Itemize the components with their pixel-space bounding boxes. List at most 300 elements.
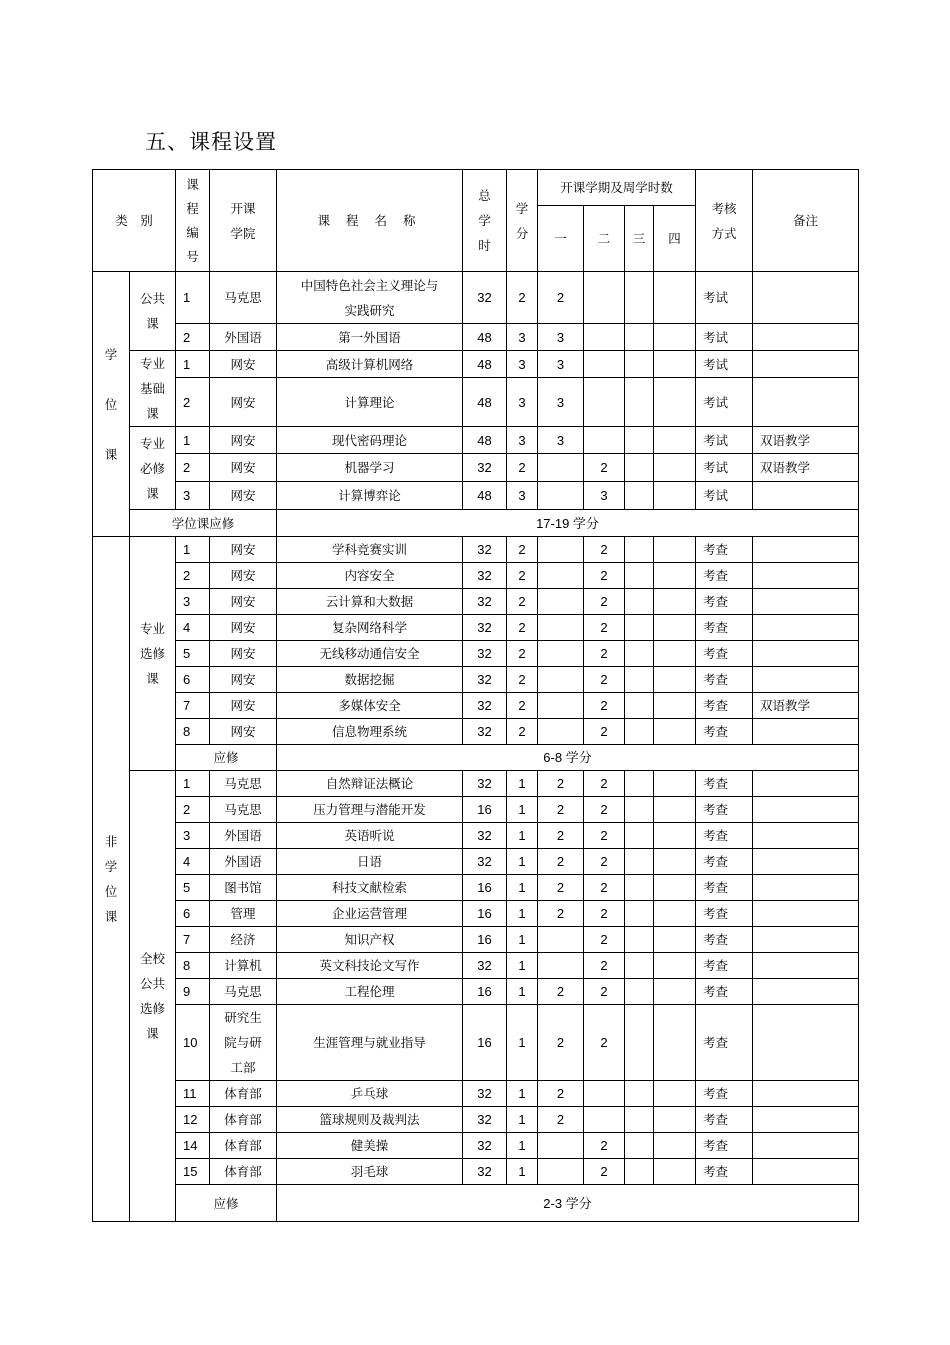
course-remark: 双语教学 [753,454,859,482]
course-hours: 32 [463,615,507,641]
course-hours: 48 [463,427,507,454]
course-college: 外国语 [210,823,277,849]
course-exam: 考查 [696,953,753,979]
course-semester-4 [654,589,696,615]
course-semester-4 [654,351,696,378]
course-semester-1 [538,482,584,510]
course-semester-3 [625,667,654,693]
course-hours: 32 [463,537,507,563]
table-row [93,1159,859,1185]
header-semester-3: 三 [625,206,654,272]
course-name: 中国特色社会主义理论与 实践研究 [277,272,463,324]
course-semester-1 [538,719,584,745]
group-summary-label: 应修 [176,745,277,771]
course-exam: 考查 [696,589,753,615]
table-row [93,324,859,351]
course-name: 羽毛球 [277,1159,463,1185]
course-semester-1: 2 [538,823,584,849]
course-credits: 2 [507,667,538,693]
course-name: 机器学习 [277,454,463,482]
course-semester-4 [654,849,696,875]
group-label: 公共 课 [130,272,176,351]
course-no: 2 [176,797,210,823]
course-exam: 考查 [696,875,753,901]
course-semester-3 [625,324,654,351]
course-college: 管理 [210,901,277,927]
course-no: 2 [176,378,210,427]
course-no: 6 [176,667,210,693]
course-no: 3 [176,823,210,849]
course-remark [753,797,859,823]
course-no: 5 [176,875,210,901]
course-name: 现代密码理论 [277,427,463,454]
course-credits: 1 [507,1005,538,1081]
course-credits: 1 [507,823,538,849]
course-remark [753,324,859,351]
course-semester-2 [584,351,625,378]
course-semester-2: 2 [584,641,625,667]
course-table [92,169,859,1222]
course-college: 研究生 院与研 工部 [210,1005,277,1081]
course-college: 马克思 [210,979,277,1005]
course-remark [753,563,859,589]
course-credits: 1 [507,1133,538,1159]
course-college: 网安 [210,537,277,563]
course-semester-2 [584,1107,625,1133]
course-semester-1: 3 [538,427,584,454]
course-semester-3 [625,537,654,563]
table-row [93,849,859,875]
course-semester-4 [654,378,696,427]
header-course-name: 课 程 名 称 [277,170,463,272]
course-college: 马克思 [210,771,277,797]
course-credits: 2 [507,615,538,641]
course-college: 网安 [210,563,277,589]
course-no: 10 [176,1005,210,1081]
table-row [93,953,859,979]
course-credits: 1 [507,771,538,797]
table-row [93,719,859,745]
course-no: 2 [176,324,210,351]
course-remark [753,272,859,324]
course-semester-1 [538,641,584,667]
course-college: 网安 [210,667,277,693]
course-hours: 32 [463,953,507,979]
course-exam: 考查 [696,1159,753,1185]
course-hours: 32 [463,1081,507,1107]
course-name: 篮球规则及裁判法 [277,1107,463,1133]
course-credits: 2 [507,272,538,324]
course-exam: 考查 [696,979,753,1005]
course-semester-1 [538,1159,584,1185]
course-credits: 2 [507,693,538,719]
course-hours: 16 [463,1005,507,1081]
course-semester-2: 2 [584,901,625,927]
course-semester-3 [625,1133,654,1159]
course-exam: 考查 [696,849,753,875]
course-remark [753,1081,859,1107]
course-semester-1: 2 [538,1005,584,1081]
table-row [93,979,859,1005]
course-name: 自然辩证法概论 [277,771,463,797]
course-college: 体育部 [210,1081,277,1107]
course-semester-4 [654,1005,696,1081]
course-exam: 考查 [696,927,753,953]
course-remark [753,823,859,849]
course-name: 压力管理与潜能开发 [277,797,463,823]
course-semester-2 [584,324,625,351]
course-semester-1 [538,563,584,589]
course-semester-4 [654,875,696,901]
course-no: 15 [176,1159,210,1185]
course-semester-2: 2 [584,589,625,615]
course-name: 复杂网络科学 [277,615,463,641]
course-remark [753,927,859,953]
course-semester-3 [625,272,654,324]
table-row [93,667,859,693]
course-no: 7 [176,693,210,719]
course-college: 经济 [210,927,277,953]
course-name: 英语听说 [277,823,463,849]
course-name: 无线移动通信安全 [277,641,463,667]
course-no: 3 [176,589,210,615]
course-semester-3 [625,797,654,823]
course-no: 6 [176,901,210,927]
table-row [93,797,859,823]
group-summary-value: 2-3 学分 [277,1185,859,1222]
course-hours: 48 [463,378,507,427]
course-hours: 32 [463,454,507,482]
course-semester-1 [538,953,584,979]
course-semester-4 [654,823,696,849]
course-credits: 1 [507,875,538,901]
course-semester-2: 2 [584,1005,625,1081]
course-semester-3 [625,771,654,797]
course-remark [753,1005,859,1081]
course-semester-4 [654,771,696,797]
degree-summary-label: 学位课应修 [130,510,277,537]
header-category: 类 别 [93,170,176,272]
course-semester-3 [625,1081,654,1107]
course-credits: 3 [507,378,538,427]
course-semester-3 [625,427,654,454]
course-semester-4 [654,953,696,979]
table-row [93,823,859,849]
course-semester-2: 2 [584,771,625,797]
course-remark: 双语教学 [753,693,859,719]
course-semester-1: 3 [538,351,584,378]
course-semester-3 [625,849,654,875]
course-college: 网安 [210,427,277,454]
course-semester-2: 2 [584,693,625,719]
course-semester-2: 3 [584,482,625,510]
course-semester-4 [654,563,696,589]
course-semester-2: 2 [584,719,625,745]
course-college: 计算机 [210,953,277,979]
course-semester-1 [538,927,584,953]
course-semester-1: 2 [538,901,584,927]
course-name: 计算理论 [277,378,463,427]
table-row [93,875,859,901]
course-credits: 1 [507,1081,538,1107]
course-semester-2 [584,272,625,324]
table-row [93,351,859,378]
course-semester-1 [538,693,584,719]
course-semester-2: 2 [584,823,625,849]
table-row [93,589,859,615]
course-college: 网安 [210,719,277,745]
course-semester-3 [625,641,654,667]
course-credits: 1 [507,797,538,823]
course-semester-4 [654,927,696,953]
course-credits: 1 [507,1159,538,1185]
course-exam: 考查 [696,823,753,849]
course-credits: 1 [507,953,538,979]
table-row [93,427,859,454]
course-exam: 考查 [696,719,753,745]
course-name: 数据挖掘 [277,667,463,693]
course-college: 体育部 [210,1133,277,1159]
course-semester-2: 2 [584,615,625,641]
course-hours: 16 [463,875,507,901]
table-row [93,482,859,510]
course-no: 1 [176,537,210,563]
course-semester-4 [654,1107,696,1133]
course-college: 马克思 [210,797,277,823]
course-credits: 3 [507,351,538,378]
course-name: 知识产权 [277,927,463,953]
course-exam: 考查 [696,693,753,719]
course-name: 信息物理系统 [277,719,463,745]
course-no: 12 [176,1107,210,1133]
course-college: 外国语 [210,849,277,875]
course-semester-1: 3 [538,324,584,351]
course-hours: 32 [463,272,507,324]
table-row [93,693,859,719]
course-semester-1: 2 [538,1107,584,1133]
course-remark [753,901,859,927]
group-label: 专业 基础 课 [130,351,176,427]
course-remark [753,953,859,979]
course-credits: 1 [507,979,538,1005]
course-no: 5 [176,641,210,667]
course-remark [753,719,859,745]
course-credits: 2 [507,719,538,745]
course-credits: 1 [507,901,538,927]
course-college: 外国语 [210,324,277,351]
course-semester-3 [625,454,654,482]
course-name: 健美操 [277,1133,463,1159]
course-name: 企业运营管理 [277,901,463,927]
course-credits: 1 [507,849,538,875]
course-semester-4 [654,482,696,510]
course-semester-4 [654,1159,696,1185]
course-hours: 48 [463,482,507,510]
header-exam: 考核 方式 [696,170,753,272]
course-exam: 考试 [696,272,753,324]
header-semester-group: 开课学期及周学时数 [538,170,696,206]
course-semester-2: 2 [584,797,625,823]
course-semester-4 [654,901,696,927]
course-semester-3 [625,351,654,378]
course-semester-4 [654,797,696,823]
course-hours: 32 [463,1107,507,1133]
table-row [93,563,859,589]
course-semester-3 [625,563,654,589]
course-exam: 考查 [696,1133,753,1159]
course-no: 8 [176,953,210,979]
course-semester-2: 2 [584,1159,625,1185]
course-college: 网安 [210,615,277,641]
course-exam: 考试 [696,324,753,351]
table-row [93,641,859,667]
course-semester-1: 2 [538,272,584,324]
course-credits: 3 [507,482,538,510]
course-semester-3 [625,719,654,745]
course-remark [753,849,859,875]
table-row [93,901,859,927]
table-row [93,1133,859,1159]
course-credits: 2 [507,454,538,482]
course-exam: 考查 [696,1081,753,1107]
course-semester-4 [654,454,696,482]
course-name: 计算博弈论 [277,482,463,510]
course-exam: 考查 [696,667,753,693]
course-hours: 32 [463,641,507,667]
course-semester-3 [625,482,654,510]
course-name: 内容安全 [277,563,463,589]
header-semester-4: 四 [654,206,696,272]
course-semester-2: 2 [584,953,625,979]
course-remark [753,1133,859,1159]
course-exam: 考查 [696,563,753,589]
course-name: 英文科技论文写作 [277,953,463,979]
table-row [93,537,859,563]
course-semester-3 [625,979,654,1005]
course-credits: 2 [507,563,538,589]
course-semester-1 [538,667,584,693]
course-semester-3 [625,953,654,979]
course-no: 1 [176,771,210,797]
course-semester-1: 2 [538,771,584,797]
course-hours: 16 [463,979,507,1005]
course-college: 体育部 [210,1107,277,1133]
course-exam: 考试 [696,378,753,427]
course-hours: 32 [463,823,507,849]
course-semester-1: 2 [538,875,584,901]
header-total-hours: 总 学 时 [463,170,507,272]
header-course-no: 课 程 编 号 [176,170,210,272]
course-semester-1: 3 [538,378,584,427]
course-no: 11 [176,1081,210,1107]
course-semester-4 [654,667,696,693]
degree-summary-value: 17-19 学分 [277,510,859,537]
course-no: 2 [176,563,210,589]
course-semester-3 [625,589,654,615]
course-hours: 32 [463,563,507,589]
course-semester-1: 2 [538,979,584,1005]
course-name: 生涯管理与就业指导 [277,1005,463,1081]
group-label: 全校 公共 选修 课 [130,771,176,1222]
course-no: 4 [176,615,210,641]
course-name: 学科竞赛实训 [277,537,463,563]
table-row [93,615,859,641]
course-remark [753,1107,859,1133]
course-semester-4 [654,719,696,745]
course-college: 网安 [210,482,277,510]
course-semester-3 [625,927,654,953]
course-no: 2 [176,454,210,482]
course-exam: 考试 [696,427,753,454]
section-title: 五、课程设置 [145,130,277,154]
course-remark [753,667,859,693]
degree-section-label: 学 位 课 [93,272,130,537]
course-exam: 考试 [696,482,753,510]
course-semester-4 [654,979,696,1005]
course-exam: 考查 [696,537,753,563]
course-no: 9 [176,979,210,1005]
course-college: 马克思 [210,272,277,324]
course-semester-3 [625,823,654,849]
course-semester-2: 2 [584,849,625,875]
course-semester-4 [654,641,696,667]
table-row [93,1005,859,1081]
course-semester-3 [625,615,654,641]
course-name: 第一外国语 [277,324,463,351]
group-label: 专业 必修 课 [130,427,176,510]
course-exam: 考查 [696,1107,753,1133]
course-semester-4 [654,615,696,641]
course-remark [753,615,859,641]
course-semester-2 [584,427,625,454]
course-no: 4 [176,849,210,875]
course-college: 网安 [210,351,277,378]
course-hours: 32 [463,771,507,797]
course-name: 工程伦理 [277,979,463,1005]
course-hours: 32 [463,719,507,745]
course-semester-2 [584,1081,625,1107]
course-semester-2: 2 [584,563,625,589]
course-semester-1: 2 [538,1081,584,1107]
course-semester-2: 2 [584,875,625,901]
course-exam: 考试 [696,454,753,482]
course-remark [753,979,859,1005]
course-no: 3 [176,482,210,510]
course-name: 云计算和大数据 [277,589,463,615]
course-hours: 32 [463,693,507,719]
course-credits: 2 [507,641,538,667]
course-no: 14 [176,1133,210,1159]
course-remark [753,875,859,901]
course-remark [753,771,859,797]
course-credits: 3 [507,324,538,351]
course-semester-2: 2 [584,667,625,693]
course-semester-1 [538,589,584,615]
course-hours: 32 [463,589,507,615]
header-college: 开课 学院 [210,170,277,272]
course-remark [753,537,859,563]
course-name: 高级计算机网络 [277,351,463,378]
course-hours: 48 [463,351,507,378]
course-name: 科技文献检索 [277,875,463,901]
course-credits: 2 [507,537,538,563]
course-name: 日语 [277,849,463,875]
course-credits: 1 [507,1107,538,1133]
course-semester-4 [654,537,696,563]
course-hours: 16 [463,927,507,953]
table-row [93,378,859,427]
course-exam: 考查 [696,615,753,641]
